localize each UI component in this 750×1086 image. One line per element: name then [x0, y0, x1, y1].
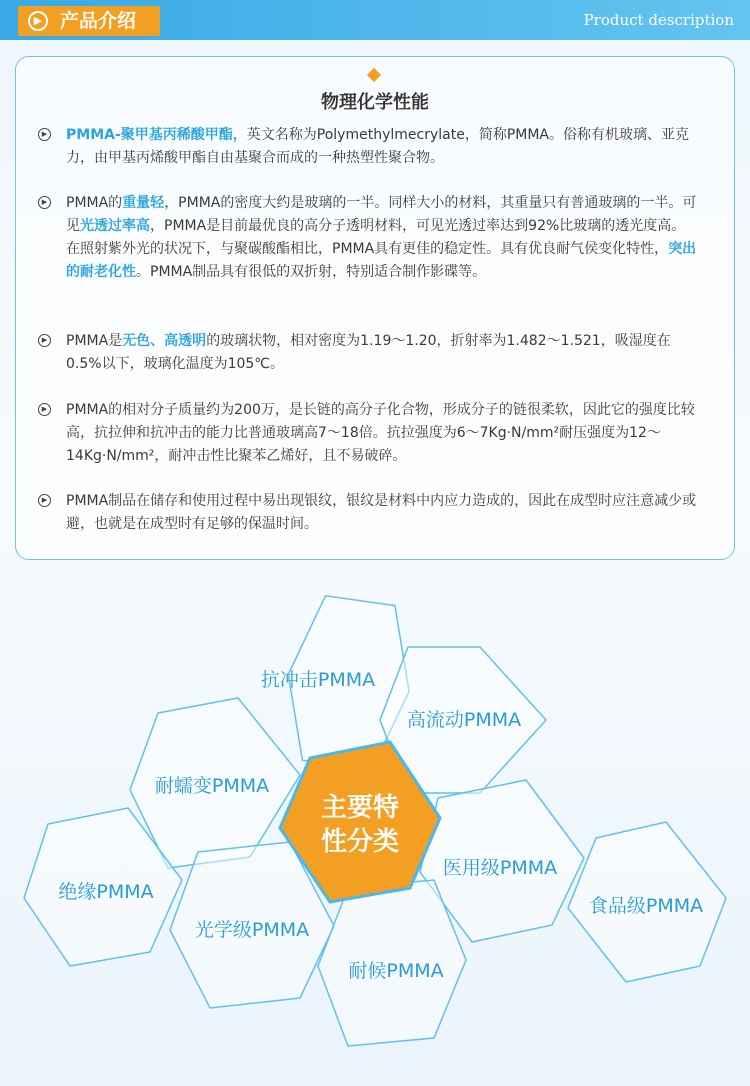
body-text: PMMA制品在储存和使用过程中易出现银纹，银纹是材料中内应力造成的，因此在成型时应注意减少或避，也就是在成型时有足够的保温时间。	[66, 493, 697, 532]
body-text: ，PMMA是目前最优良的高分子透明材料，可见光透过率达到92%比玻璃的透光度高。在照射紫外光的状况下，与聚碳酸酯相比，PMMA具有更佳的稳定性。具有优良耐气侯变化特性，	[66, 218, 686, 257]
paragraph-item	[38, 330, 698, 376]
hex-label: 食品级PMMA	[588, 895, 704, 917]
hex-label: 高流动PMMA	[406, 709, 522, 731]
bullet-icon: ▶	[38, 128, 51, 141]
hexagon-diagram	[0, 580, 750, 1080]
hex-feature-6	[318, 880, 466, 1046]
body-text: ，PMMA的密度大约是玻璃的一半。同样大小的材料，其重量只有普通玻璃的一半。可见	[66, 195, 697, 234]
paragraph-item	[38, 490, 698, 536]
bullet-icon: ▶	[38, 403, 51, 416]
hex-label: 抗冲击PMMA	[260, 669, 376, 691]
hex-label: 光学级PMMA	[194, 919, 310, 941]
hex-label: 耐蠕变PMMA	[154, 775, 270, 797]
highlight-text: 光透过率高	[80, 218, 150, 234]
paragraph-text	[66, 490, 698, 536]
highlight-text: 重量轻	[122, 195, 165, 211]
section-header	[0, 0, 750, 40]
body-text: 英文名称为Polymethylmecrylate，简称PMMA。俗称有机玻璃、亚克力，由甲基丙烯酸甲酯自由基聚合而成的一种热塑性聚合物。	[66, 127, 689, 166]
hex-feature-2	[130, 698, 300, 868]
paragraph-text	[66, 399, 698, 468]
header-subtitle: Product description	[583, 11, 734, 29]
highlight-text: 无色、高透明	[122, 333, 207, 349]
paragraph-item	[38, 399, 698, 468]
hex-feature-7	[568, 822, 726, 982]
paragraph-text	[66, 192, 698, 284]
paragraph-item	[38, 192, 698, 284]
bullet-icon: ▶	[38, 196, 51, 209]
body-text: PMMA的	[66, 195, 123, 211]
highlight-text: PMMA-聚甲基丙稀酸甲酯，	[66, 127, 247, 143]
title-tab	[18, 6, 160, 36]
highlight-text: 突出的耐老化性	[66, 241, 697, 280]
header-title: 产品介绍	[60, 10, 137, 32]
section-title: 物理化学性能	[321, 92, 429, 113]
body-text: 。PMMA制品具有很低的双折射，特别适合制作影碟等。	[136, 264, 487, 280]
paragraph-text	[66, 330, 698, 376]
center-label-line: 性分类	[320, 827, 400, 857]
bullet-icon: ▶	[38, 334, 51, 347]
paragraph-text	[66, 124, 698, 170]
hex-label: 绝缘PMMA	[58, 881, 154, 903]
hex-label: 耐候PMMA	[348, 960, 444, 982]
body-text: PMMA的相对分子质量约为200万，是长链的高分子化合物，形成分子的链很柔软，因此它的强度比较高，抗拉伸和抗冲击的能力比普通玻璃高7～18倍。抗拉强度为6～7Kg·N/mm²耐压强度为12～14Kg·N/mm²，耐冲击性比聚苯乙烯好，且不易破碎。	[66, 402, 695, 464]
paragraph-item	[38, 124, 698, 170]
bullet-icon: ▶	[38, 494, 51, 507]
center-label-line: 主要特	[320, 793, 400, 823]
play-circle-icon: ▶	[28, 11, 48, 31]
body-text: PMMA是	[66, 333, 123, 349]
body-text: 的玻璃状物，相对密度为1.19～1.20，折射率为1.482～1.521，吸湿度在0.5%以下，玻璃化温度为105℃。	[66, 333, 671, 372]
hex-label: 医用级PMMA	[442, 857, 558, 879]
